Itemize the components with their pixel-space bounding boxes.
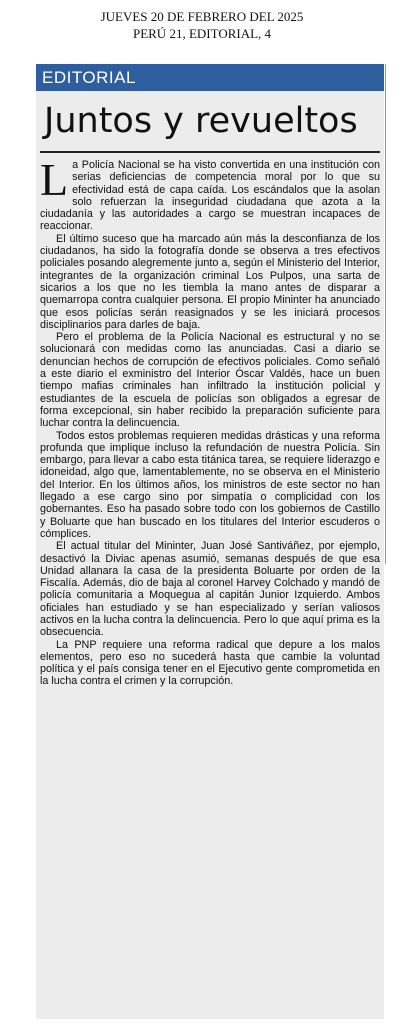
section-label: EDITORIAL (36, 64, 384, 91)
date-line: JUEVES 20 DE FEBRERO DEL 2025 (100, 9, 304, 24)
clipping-header (0, 8, 404, 42)
paragraph-3: Pero el problema de la Policía Nacional es estructural y no se solucionará con medidas como las anunciadas. Casi a diario se denuncian hechos de corrupción de efectivos policiales. Como señaló a este diario el exministro del Interior Óscar Valdés, hace un buen tiempo mafias criminales han infiltrado la institución policial y estudiantes de la escuela de policías son obligados a egresar de forma excepcional, sin haber recibido la preparación suficiente para luchar contra la delincuencia. (40, 331, 380, 430)
paragraph-1 (40, 154, 380, 233)
column-divider (385, 64, 386, 564)
paragraph-1-text: a Policía Nacional se ha visto convertida en una institución con serias deficiencias de competencia moral por lo que su efectividad está de capa caída. Los escándalos que la asolan solo refuerzan la inseguridad ciudadana que azota a la ciudadanía y las autoridades a cargo se muestran incapaces de reaccionar. (40, 159, 380, 233)
article-title: Juntos y revueltos (44, 101, 358, 141)
paragraph-5: El actual titular del Mininter, Juan José Santiváñez, por ejemplo, desactivó la Diviac apenas asumió, semanas después de que esa Unidad allanara la casa de la presidenta Boluarte por orden de la Fiscalía. Además, dio de baja al coronel Harvey Colchado y mandó de policía comunitaria a Moquegua al capitán Junior Izquierdo. Ambos oficiales han estudiado y se han especializado y serían valiosos activos en la lucha contra la delincuencia. Pero lo que aquí prima es la obsecuencia. (40, 540, 380, 639)
source-line: PERÚ 21, EDITORIAL, 4 (132, 26, 272, 41)
title-rule (40, 151, 380, 153)
paragraph-2: El último suceso que ha marcado aún más la desconfianza de los ciudadanos, ha sido la fotografía donde se observa a tres efectivos policiales posando alegremente junto a, según el Ministerio del Interior, integrantes de la organización criminal Los Pulpos, una sarta de sicarios a los que no les tiembla la mano antes de disparar a quemarropa contra cualquier persona. El propio Mininter ha anunciado que esos policías serán reasignados y se les iniciará procesos disciplinarios para darles de baja. (40, 232, 380, 331)
paragraph-4: Todos estos problemas requieren medidas drásticas y una reforma profunda que implique incluso la refundación de nuestra Policía. Sin embargo, para llevar a cabo esta titánica tarea, se requiere liderazgo e idoneidad, algo que, lamentablemente, no se observa en el Ministerio del Interior. En los últimos años, los ministros de este sector no han llegado a ese cargo sino por simpatía o complicidad con los gobernantes. Eso ha pasado sobre todo con los gobiernos de Castillo y Boluarte que han buscado en los titulares del Interior escuderos o cómplices. (40, 429, 380, 540)
paragraph-6: La PNP requiere una reforma radical que depure a los malos elementos, pero eso no sucederá hasta que cambie la voluntad política y el país consiga tener en el Ejecutivo gente comprometida en la lucha contra el crimen y la corrupción. (40, 638, 380, 688)
article-body-container (36, 91, 384, 688)
article-clipping (36, 64, 384, 1019)
article-text (40, 154, 380, 688)
drop-cap: L (40, 154, 69, 205)
